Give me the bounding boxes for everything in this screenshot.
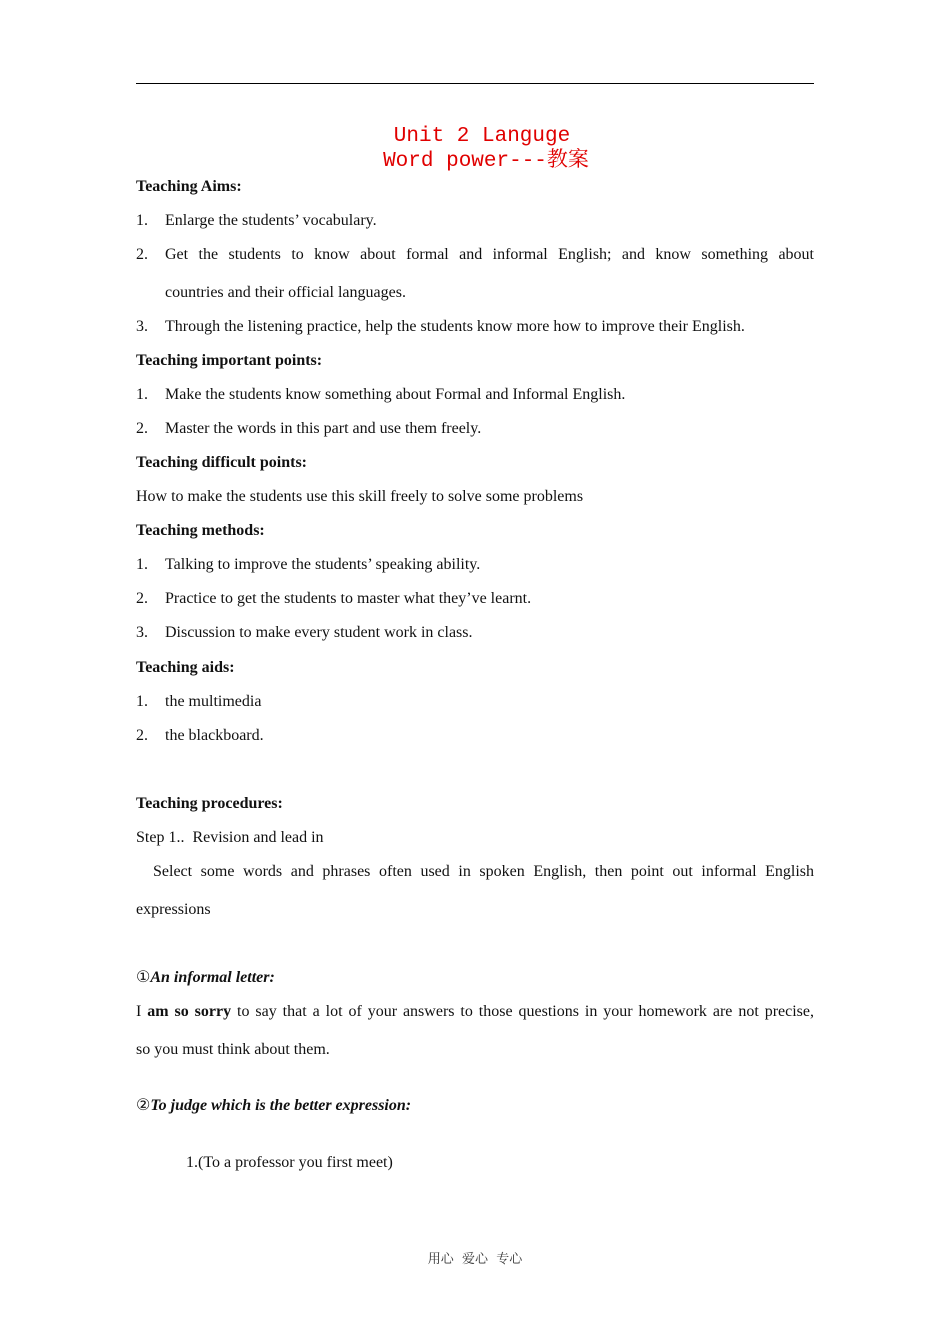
- list-text: Talking to improve the students’ speaking ability.: [165, 556, 481, 573]
- list-number: 3.: [136, 624, 148, 641]
- informal-letter-heading: [136, 967, 814, 989]
- aids-heading: Teaching aids:: [136, 659, 235, 676]
- methods-heading: Teaching methods:: [136, 522, 265, 539]
- page-footer: 用心 爱心 专心: [427, 1252, 523, 1267]
- list-text: Practice to get the students to master what they’ve learnt.: [165, 590, 532, 607]
- step-1-paragraph-line2: expressions: [136, 901, 211, 918]
- letter-rest: to say that a lot of your answers to those questions in your homework are not precise,: [231, 1003, 815, 1020]
- list-text: the multimedia: [165, 693, 262, 710]
- important-heading: Teaching important points:: [136, 352, 323, 369]
- procedures-heading: Teaching procedures:: [136, 795, 283, 812]
- judge-title: To judge which is the better expression:: [150, 1097, 412, 1114]
- list-number: 2.: [136, 246, 148, 263]
- list-number: 2.: [136, 420, 148, 437]
- circled-number-2: ②: [136, 1097, 151, 1114]
- list-text: the blackboard.: [165, 727, 264, 744]
- document-title-line2: Word power---教案: [383, 150, 589, 173]
- difficult-heading: Teaching difficult points:: [136, 454, 307, 471]
- list-number: 1.: [136, 212, 148, 229]
- step-1-paragraph-line1: Select some words and phrases often used in spoken English, then point out informal English: [153, 863, 814, 880]
- list-text: Master the words in this part and use them freely.: [165, 420, 482, 437]
- letter-line-2: so you must think about them.: [136, 1041, 330, 1058]
- list-text: Get the students to know about formal and informal English; and know something about: [165, 246, 814, 263]
- list-number: 2.: [136, 590, 148, 607]
- list-number: 2.: [136, 727, 148, 744]
- letter-start: I: [136, 1003, 148, 1020]
- list-text: Make the students know something about Formal and Informal English.: [165, 386, 626, 403]
- list-text: Through the listening practice, help the students know more how to improve their English.: [165, 318, 745, 335]
- list-number: 1.: [136, 386, 148, 403]
- letter-bold-phrase: am so sorry: [147, 1003, 232, 1020]
- informal-letter-title: An informal letter:: [150, 969, 275, 986]
- letter-line-1: [136, 1001, 814, 1023]
- step-1-heading: Step 1.. Revision and lead in: [136, 829, 324, 846]
- aims-heading: Teaching Aims:: [136, 178, 242, 195]
- circled-number-1: ①: [136, 969, 151, 986]
- list-number: 1.: [136, 693, 148, 710]
- list-text-continued: countries and their official languages.: [165, 284, 406, 301]
- document-title-line1: Unit 2 Languge: [393, 125, 571, 148]
- header-rule: [136, 83, 814, 84]
- judge-heading: [136, 1095, 814, 1117]
- list-number: 3.: [136, 318, 148, 335]
- judge-item-1: 1.(To a professor you first meet): [186, 1154, 393, 1171]
- difficult-text: How to make the students use this skill freely to solve some problems: [136, 488, 584, 505]
- list-text: Enlarge the students’ vocabulary.: [165, 212, 377, 229]
- list-text: Discussion to make every student work in class.: [165, 624, 473, 641]
- list-number: 1.: [136, 556, 148, 573]
